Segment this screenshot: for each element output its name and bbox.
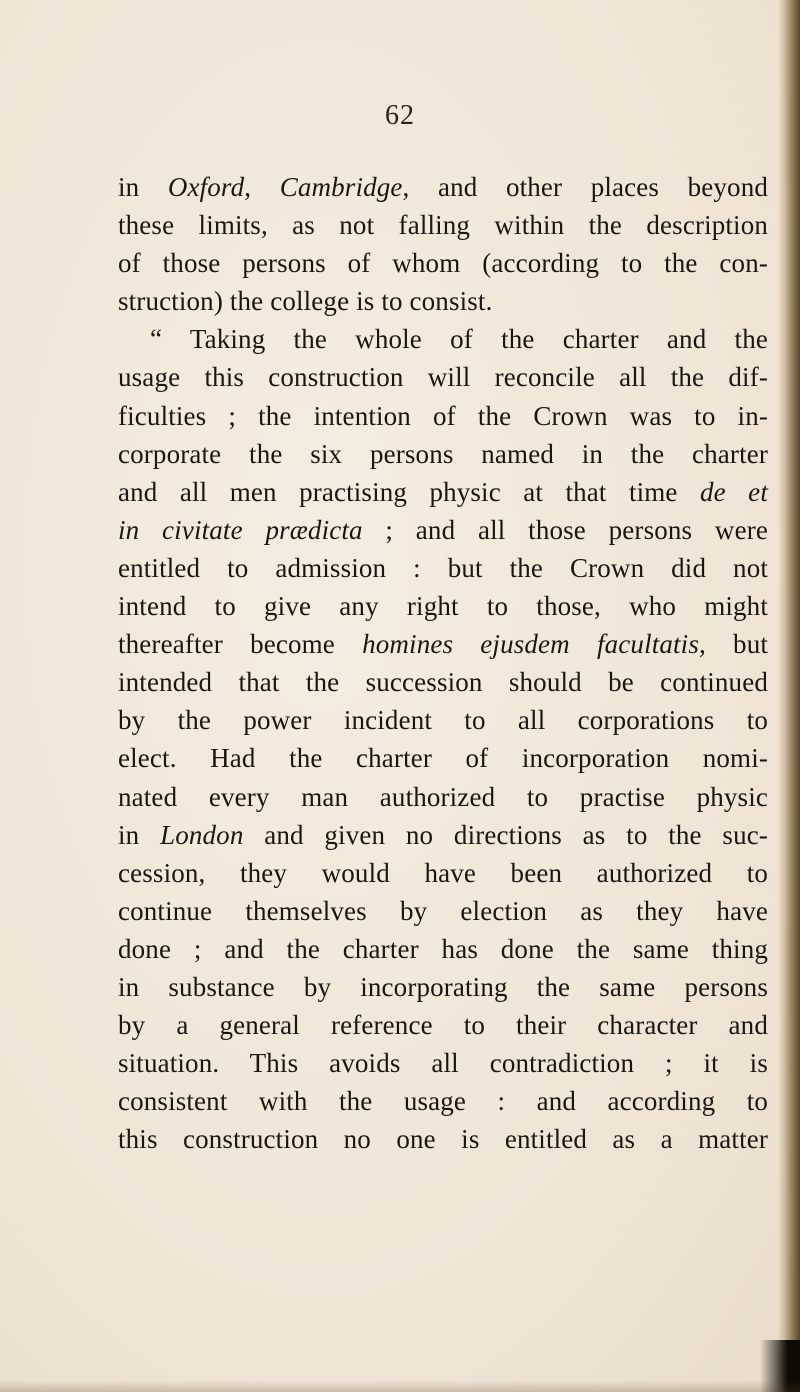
text-line xyxy=(118,1006,768,1044)
text-segment: this construction no one is entitled as a matter xyxy=(118,1124,768,1155)
text-line xyxy=(118,435,768,473)
text-segment: in substance by incorporating the same persons xyxy=(118,971,768,1002)
italic-text: London xyxy=(160,819,244,850)
text-line xyxy=(118,1044,768,1082)
text-line xyxy=(118,739,768,777)
text-segment: corporate the six persons named in the charter xyxy=(118,438,768,469)
italic-text: Cambridge xyxy=(279,172,403,202)
body-text xyxy=(118,168,768,1158)
text-segment: continue themselves by election as they have xyxy=(118,895,768,926)
text-segment: situation. This avoids all contradiction ; it is xyxy=(118,1048,768,1079)
text-line xyxy=(118,244,768,282)
text-segment: of those persons of whom (according to the con- xyxy=(118,248,768,279)
text-line xyxy=(118,473,768,511)
text-line xyxy=(118,1120,768,1158)
text-segment: struction) the college is to consist. xyxy=(118,286,493,317)
text-segment: nated every man authorized to practise physic xyxy=(118,781,768,812)
text-line xyxy=(118,701,768,739)
text-line xyxy=(118,778,768,816)
text-segment: but xyxy=(705,629,769,660)
text-line xyxy=(118,320,768,358)
text-line xyxy=(118,397,768,435)
text-segment: “ Taking the whole of the charter and the xyxy=(150,324,768,355)
text-segment: in xyxy=(118,172,168,202)
text-segment: intend to give any right to those, who might xyxy=(118,591,768,622)
text-segment: these limits, as not falling within the description xyxy=(118,210,768,241)
page-edge-shadow xyxy=(778,0,800,1392)
text-line xyxy=(118,625,768,663)
text-line xyxy=(118,663,768,701)
text-line xyxy=(118,1082,768,1120)
text-segment: in xyxy=(118,819,161,850)
page-number: 62 xyxy=(385,100,415,131)
text-segment: intended that the succession should be continued xyxy=(118,667,768,698)
text-line xyxy=(118,892,768,930)
text-segment: , xyxy=(244,172,280,202)
text-line xyxy=(118,549,768,587)
italic-text: Oxford xyxy=(167,172,245,202)
text-segment: thereafter become xyxy=(118,629,363,660)
text-segment: and given no directions as to the suc- xyxy=(243,819,768,850)
text-segment: ; and all those persons were xyxy=(362,514,768,545)
text-segment: by the power incident to all corporations to xyxy=(118,705,768,736)
page-bottom-shadow xyxy=(0,1380,800,1392)
text-line xyxy=(118,206,768,244)
text-line xyxy=(118,930,768,968)
text-line xyxy=(118,511,768,549)
text-line xyxy=(118,168,768,206)
text-segment: cession, they would have been authorized to xyxy=(118,857,768,888)
text-segment: usage this construction will reconcile all the dif- xyxy=(118,362,768,393)
text-segment: ficulties ; the intention of the Crown was to in- xyxy=(118,400,768,431)
text-segment: entitled to admission : but the Crown did not xyxy=(118,552,768,583)
italic-text: homines ejusdem facultatis, xyxy=(362,629,706,660)
italic-text: in civitate prædicta xyxy=(118,514,363,545)
text-line xyxy=(118,282,768,320)
text-segment: elect. Had the charter of incorporation nomi- xyxy=(118,743,768,774)
text-segment: done ; and the charter has done the same thing xyxy=(118,933,768,964)
text-segment: and all men practising physic at that time xyxy=(118,476,700,507)
italic-text: de et xyxy=(699,476,768,507)
text-segment: , and other places beyond xyxy=(402,172,769,202)
text-line xyxy=(118,816,768,854)
text-segment: by a general reference to their character and xyxy=(118,1010,768,1041)
text-line xyxy=(118,854,768,892)
text-line xyxy=(118,968,768,1006)
text-segment: consistent with the usage : and according to xyxy=(118,1086,768,1117)
text-line xyxy=(118,587,768,625)
text-line xyxy=(118,358,768,396)
